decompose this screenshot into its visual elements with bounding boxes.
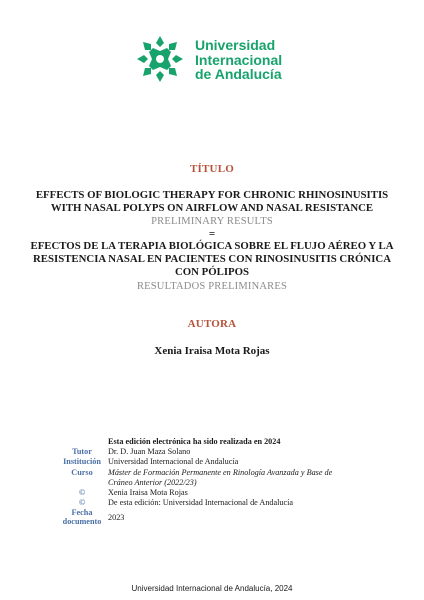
copyright-author-row xyxy=(56,488,396,498)
curso-value xyxy=(108,468,396,488)
title-en-line-2: WITH NASAL POLYPS ON AIRFLOW AND NASAL RESISTANCE xyxy=(50,202,374,214)
edition-header: Esta edición electrónica ha sido realizada en 2024 xyxy=(108,437,281,446)
logo-wordmark xyxy=(195,38,315,82)
title-english xyxy=(0,189,424,215)
equals-sign: = xyxy=(208,228,216,240)
institucion-key: Institución xyxy=(63,456,101,466)
fecha-row xyxy=(56,508,396,528)
title-es-line-3: CON PÓLIPOS xyxy=(174,266,250,278)
tutor-row xyxy=(56,447,396,457)
title-es-line-1: EFECTOS DE LA TERAPIA BIOLÓGICA SOBRE EL FLUJO AÉREO Y LA xyxy=(30,240,394,252)
logo-line-2: Internacional xyxy=(195,51,283,68)
copyright-icon: © xyxy=(78,487,86,497)
curso-key: Curso xyxy=(71,468,93,478)
uia-star-logo-icon xyxy=(135,34,185,84)
logo-line-3: de Andalucía xyxy=(195,66,282,82)
subtitle-english: PRELIMINARY RESULTS xyxy=(151,216,273,227)
copyright-author-value: Xenia Iraisa Mota Rojas xyxy=(108,487,188,497)
title-es-line-2: RESISTENCIA NASAL EN PACIENTES CON RINOSINUSITIS CRÓNICA xyxy=(33,253,391,265)
curso-row xyxy=(56,468,396,488)
autora-label: AUTORA xyxy=(187,318,237,330)
subtitle-spanish: RESULTADOS PRELIMINARES xyxy=(136,281,288,292)
tutor-key: Tutor xyxy=(72,446,92,456)
fecha-key-line-1: Fecha xyxy=(71,507,93,517)
institucion-row xyxy=(56,457,396,467)
copyright-edition-value: De esta edición: Universidad Internacional de Andalucía xyxy=(108,497,294,507)
author-name: Xenia Iraisa Mota Rojas xyxy=(154,345,270,357)
curso-line-1: Máster de Formación Permanente en Rinología Avanzada y Base de xyxy=(108,468,333,478)
page-footer: Universidad Internacional de Andalucía, 2024 xyxy=(131,584,293,593)
logo-line-1: Universidad xyxy=(195,37,276,53)
copyright-icon: © xyxy=(78,497,86,507)
curso-line-2: Cráneo Anterior (2022/23) xyxy=(108,478,197,488)
institucion-value: Universidad Internacional de Andalucía xyxy=(108,456,239,466)
fecha-value: 2023 xyxy=(108,512,125,522)
edition-metadata xyxy=(56,437,396,527)
titulo-label: TÍTULO xyxy=(190,163,234,175)
fecha-key-line-2: documento xyxy=(62,517,102,527)
university-logo xyxy=(135,34,305,84)
title-spanish xyxy=(0,240,424,279)
fecha-key xyxy=(56,508,108,528)
copyright-edition-row xyxy=(56,498,396,508)
tutor-value: Dr. D. Juan Maza Solano xyxy=(108,446,191,456)
title-en-line-1: EFFECTS OF BIOLOGIC THERAPY FOR CHRONIC RHINOSINUSITIS xyxy=(35,189,389,201)
